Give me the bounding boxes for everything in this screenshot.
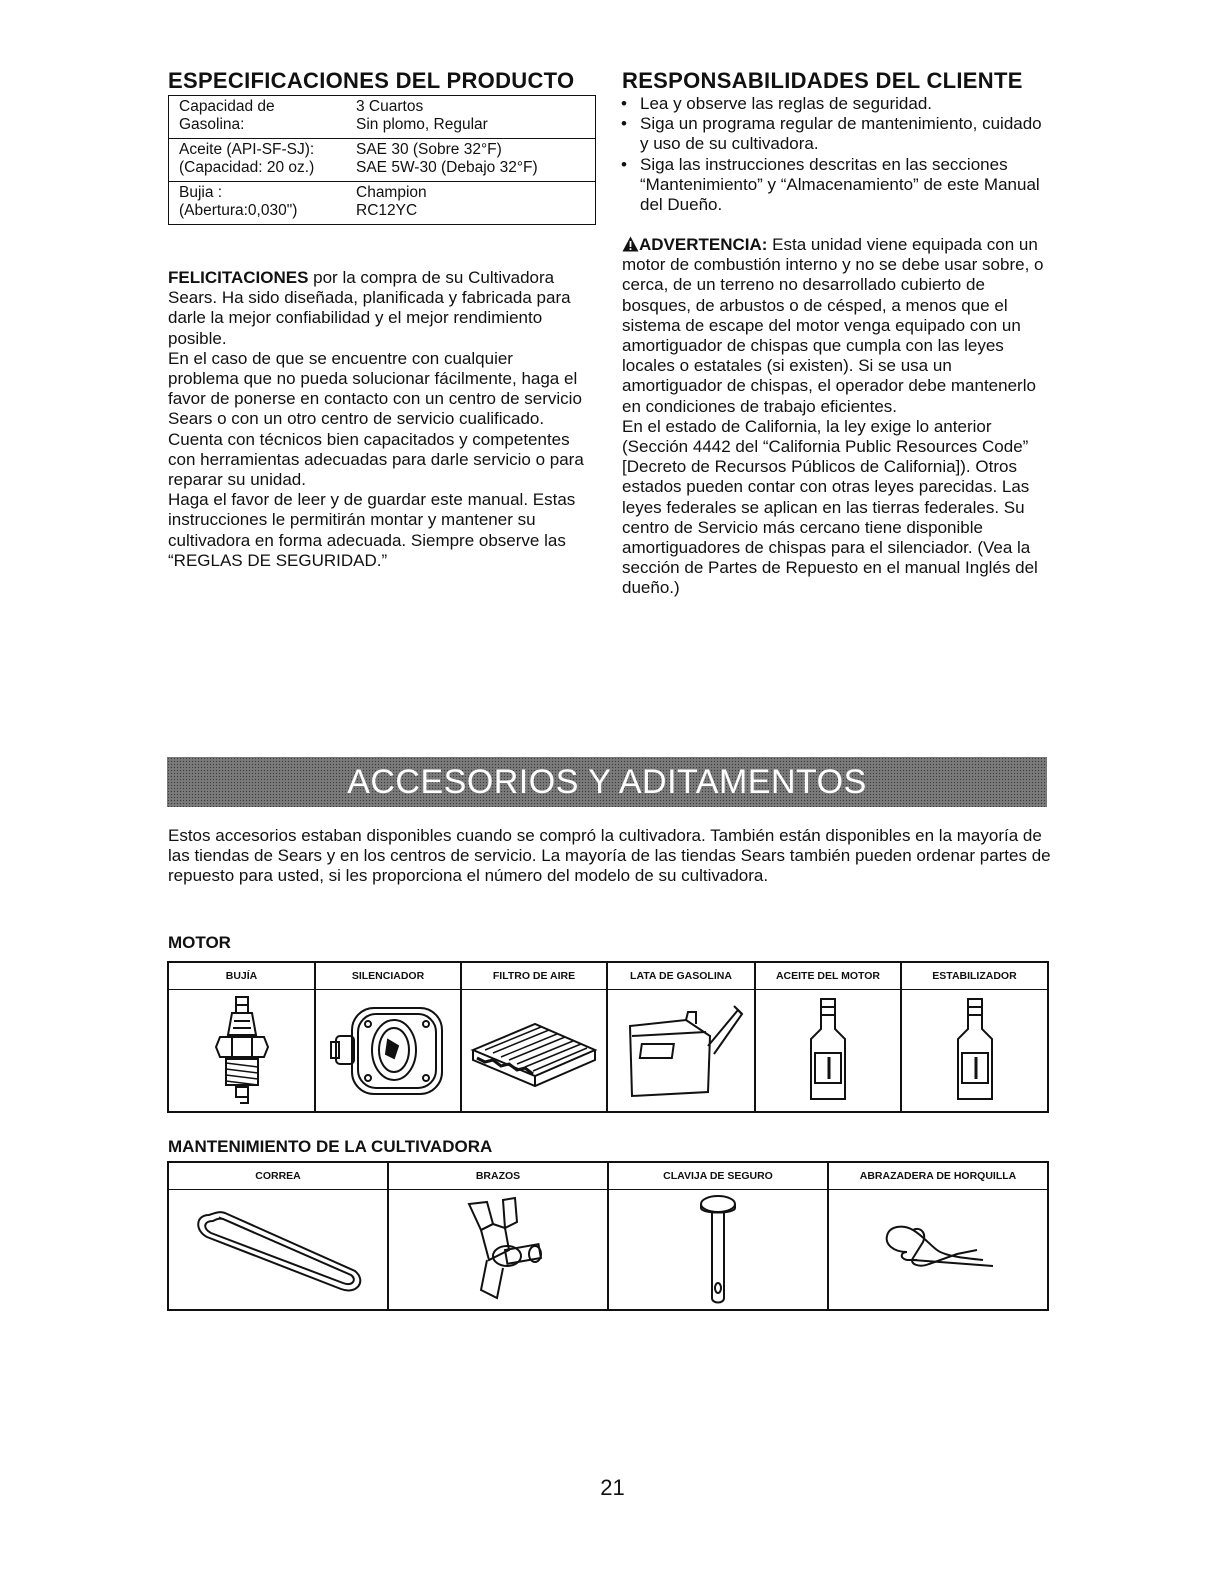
congrats-text: por la compra de su Cultivadora Sears. Ha sido diseñada, planificada y fabricada para darle la mejor confiabilidad y el mejor rendimiento posible.: [168, 268, 571, 348]
belt-icon: [191, 1199, 366, 1299]
spec-label: Bujia : (Abertura:0,030"): [179, 184, 298, 219]
warning-section: [622, 235, 1047, 599]
congrats-section: [168, 268, 586, 571]
california-paragraph: En el estado de California, la ley exige lo anterior (Sección 4442 del “California Public Resources Code” [Decreto de Recursos Públicos de California]). Otros estados pueden contar con otras leyes parecidas. Las leyes federales se aplican en las tierras federales. Su centro de Servicio más cercano tiene disponible amortiguadores de chispas para el silenciador. (Vea la sección de Partes de Repuesto en el manual Inglés del dueño.): [622, 416, 1038, 598]
specs-row: [169, 96, 595, 138]
muffler-icon: [328, 1000, 448, 1100]
accessory-label: BRAZOS: [388, 1162, 608, 1190]
accessory-label: CORREA: [168, 1162, 388, 1190]
warning-paragraph: [622, 235, 1047, 417]
spark-plug-icon: [212, 995, 272, 1105]
manual-paragraph: Haga el favor de leer y de guardar este manual. Estas instrucciones le permitirán montar y mantener su cultivadora en forma adecuada. Siempre observe las “REGLAS DE SEGURIDAD.”: [168, 490, 576, 570]
motor-accessories-table: [167, 961, 1049, 1113]
accessory-label: ABRAZADERA DE HORQUILLA: [828, 1162, 1048, 1190]
accessory-image-cell: [755, 990, 901, 1112]
maintenance-accessories-table: [167, 1161, 1049, 1311]
accessory-image-cell: [828, 1190, 1048, 1310]
specs-row: [169, 181, 595, 224]
list-item: • Siga las instrucciones descritas en las secciones “Mantenimiento” y “Almacenamiento” de este Manual del Dueño.: [618, 155, 1048, 216]
accessory-label: LATA DE GASOLINA: [607, 962, 755, 990]
motor-heading: MOTOR: [168, 933, 231, 952]
service-paragraph: En el caso de que se encuentre con cualquier problema que no pueda solucionar fácilmente, haga el favor de ponerse en contacto con un centro de servicio Sears o con un otro centro de servicio cualificado. Cuenta con técnicos bien capacitados y competentes con herramientas adecuadas para darle servicio o para reparar su unidad.: [168, 348, 584, 490]
accessory-label: ESTABILIZADOR: [901, 962, 1048, 990]
spec-label: Capacidad de Gasolina:: [179, 98, 275, 133]
spec-value: Champion RC12YC: [356, 184, 427, 219]
specs-table: [168, 95, 596, 225]
warning-label: ADVERTENCIA:: [639, 235, 768, 254]
tines-icon: [443, 1194, 553, 1304]
accessory-image-cell: [315, 990, 461, 1112]
warning-text: Esta unidad viene equipada con un motor de combustión interno y no se debe usar sobre, o cerca, de un terreno no desarrollado cubierto de bosques, de arbustos o de césped, a menos que el sistema de escape del motor venga equipado con un amortiguador de chispas que cumpla con las leyes locales o estatales (si existen). Si se usa un amortiguador de chispas, el operador debe mantenerlo en condiciones de trabajo eficientes.: [622, 235, 1044, 416]
accessory-label: ACEITE DEL MOTOR: [755, 962, 901, 990]
congrats-lead: FELICITACIONES: [168, 268, 309, 287]
accessory-image-cell: [901, 990, 1048, 1112]
accessory-image-cell: [461, 990, 607, 1112]
banner-title: ACCESORIOS Y ADITAMENTOS: [347, 762, 867, 801]
responsibilities-list: [618, 94, 1048, 215]
accessory-image-cell: [168, 990, 315, 1112]
list-item: • Lea y observe las reglas de seguridad.: [618, 94, 1048, 114]
accessory-image-cell: [168, 1190, 388, 1310]
spec-value: 3 Cuartos Sin plomo, Regular: [356, 98, 488, 133]
accessories-intro: Estos accesorios estaban disponibles cuando se compró la cultivadora. También están disponibles en la mayoría de las tiendas de Sears y en los centros de servicio. La mayoría de las tiendas Sears también pueden ordenar partes de repuesto para usted, si les proporciona el número del modelo de su cultivadora.: [168, 826, 1051, 886]
gas-can-icon: [616, 1000, 746, 1100]
maintenance-heading: MANTENIMIENTO DE LA CULTIVADORA: [168, 1137, 493, 1156]
congrats-paragraph: [168, 268, 586, 349]
oil-bottle-icon: [803, 995, 853, 1105]
page-number: 21: [600, 1475, 625, 1500]
accessory-image-cell: [607, 990, 755, 1112]
stabilizer-bottle-icon: [950, 995, 1000, 1105]
accessory-label: SILENCIADOR: [315, 962, 461, 990]
spec-value: SAE 30 (Sobre 32°F) SAE 5W-30 (Debajo 32°F): [356, 141, 538, 176]
list-item: • Siga un programa regular de mantenimiento, cuidado y uso de su cultivadora.: [618, 114, 1048, 154]
air-filter-icon: [469, 1010, 599, 1090]
specs-row: [169, 138, 595, 181]
spec-label: Aceite (API-SF-SJ): (Capacidad: 20 oz.): [179, 141, 315, 176]
section-banner: [167, 757, 1047, 807]
hairpin-clip-icon: [873, 1214, 1003, 1284]
accessory-label: FILTRO DE AIRE: [461, 962, 607, 990]
accessory-image-cell: [608, 1190, 828, 1310]
specs-heading: ESPECIFICACIONES DEL PRODUCTO: [168, 68, 575, 93]
accessory-label: BUJÍA: [168, 962, 315, 990]
accessory-image-cell: [388, 1190, 608, 1310]
warning-triangle-icon: [622, 236, 639, 252]
responsibilities-heading: RESPONSABILIDADES DEL CLIENTE: [622, 68, 1023, 93]
clevis-pin-icon: [688, 1192, 748, 1307]
accessory-label: CLAVIJA DE SEGURO: [608, 1162, 828, 1190]
